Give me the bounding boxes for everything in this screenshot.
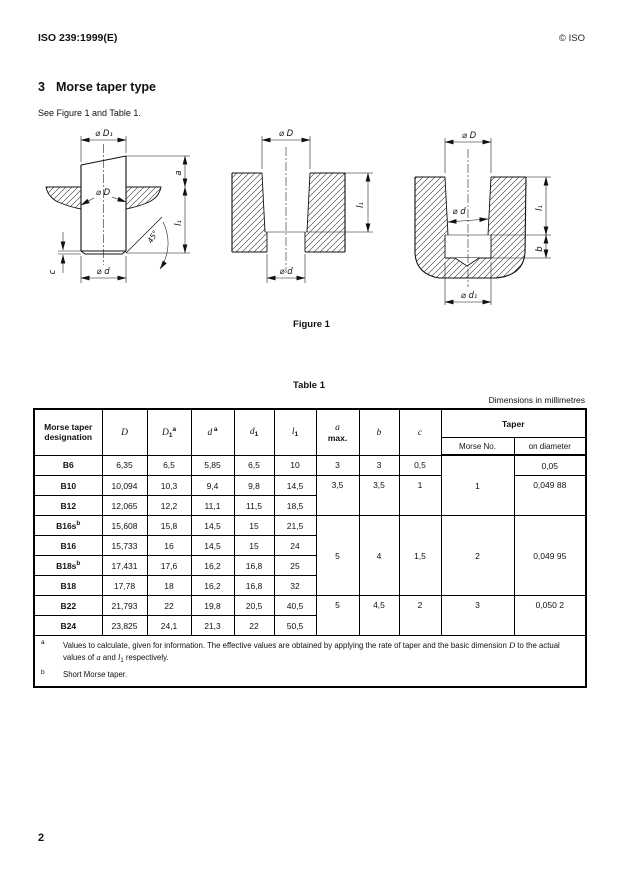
footnote-b-marker: b [41, 668, 45, 676]
table-cell: 3 [441, 596, 514, 636]
table-cell: 1 [399, 476, 441, 516]
table-cell: 4,5 [359, 596, 399, 636]
table-cell: 3 [359, 455, 399, 476]
col-header-morse-no: Morse No. [441, 438, 514, 456]
table-header [34, 409, 586, 455]
table-cell: 20,5 [234, 596, 274, 616]
table-1 [33, 408, 587, 688]
table-cell: 32 [274, 576, 316, 596]
table-cell: B12 [34, 496, 102, 516]
table-cell: 18,5 [274, 496, 316, 516]
page-header [38, 32, 585, 44]
table-cell: 1,5 [399, 516, 441, 596]
table-cell: 0,049 95 [514, 516, 586, 596]
label-c: c [48, 269, 58, 275]
table-cell: 3 [316, 455, 359, 476]
table-cell: 22 [234, 616, 274, 636]
table-cell: 0,050 2 [514, 596, 586, 636]
label-b: b [535, 246, 545, 252]
section-heading [38, 80, 585, 94]
units-note: Dimensions in millimetres [488, 395, 585, 405]
label-l1: l₁ [174, 220, 184, 226]
table-cell: 1 [441, 455, 514, 516]
table-cell: 16,8 [234, 576, 274, 596]
table-cell: B18 [34, 576, 102, 596]
table-cell: 23,825 [102, 616, 147, 636]
table-cell: B16 [34, 536, 102, 556]
table-cell: 10,3 [147, 476, 191, 496]
footnote-b [39, 670, 577, 681]
col-header-d: d $^a$ [191, 409, 234, 455]
table-cell: 40,5 [274, 596, 316, 616]
table-cell: 16,8 [234, 556, 274, 576]
label-phi-d-minor: ⌀ d [452, 207, 466, 217]
table-cell: B24 [34, 616, 102, 636]
table-cell: 6,5 [234, 455, 274, 476]
table-cell: B10 [34, 476, 102, 496]
table-cell: 16,2 [191, 556, 234, 576]
col-header-on-diameter: on diameter [514, 438, 586, 456]
table-cell: 5 [316, 516, 359, 596]
table-cell: 3,5 [359, 476, 399, 516]
col-header-D1: $D_1^a$ [147, 409, 191, 455]
table-cell: 6,5 [147, 455, 191, 476]
figure-1 [38, 125, 603, 310]
label-phi-d-gauge: ⌀ D [95, 188, 111, 198]
table-cell: 10 [274, 455, 316, 476]
table-cell: 5,85 [191, 455, 234, 476]
label-l1: l₁ [355, 202, 366, 208]
col-header-a-max: a max. [316, 409, 359, 455]
table-cell: 2 [441, 516, 514, 596]
table-cell: 25 [274, 556, 316, 576]
table-cell: 14,5 [191, 516, 234, 536]
table-footnotes [34, 636, 586, 688]
footnote-a-text: Values to calculate, given for information. The effective values are obtained by applying the rate of taper and the basic dimension D to the actual values of a and $l_1$ respectively. [63, 640, 560, 664]
table-cell: 9,8 [234, 476, 274, 496]
col-header-D: D [102, 409, 147, 455]
table-cell: 21,3 [191, 616, 234, 636]
table-cell: 12,065 [102, 496, 147, 516]
table-cell: 6,35 [102, 455, 147, 476]
label-45deg: 45° [145, 228, 161, 245]
table-cell: 16,2 [191, 576, 234, 596]
table-cell: 11,1 [191, 496, 234, 516]
table-cell: 15,8 [147, 516, 191, 536]
label-phi-d1: ⌀ d₁ [460, 291, 478, 301]
table-cell: 14,5 [191, 536, 234, 556]
label-phi-d-major: ⌀ D [278, 129, 293, 139]
table-cell: 21,5 [274, 516, 316, 536]
table-cell: 0,049 88 [514, 476, 586, 516]
table-row [34, 455, 586, 476]
copyright-notice: © ISO [558, 33, 585, 44]
table-cell: 9,4 [191, 476, 234, 496]
table-cell: 15 [234, 516, 274, 536]
table-body [34, 455, 586, 636]
table-cell: 3,5 [316, 476, 359, 516]
label-phi-d1-major: ⌀ D₁ [95, 129, 113, 139]
table-cell: 0,5 [399, 455, 441, 476]
table-cell: B6 [34, 455, 102, 476]
table-cell: 12,2 [147, 496, 191, 516]
table-cell: 11,5 [234, 496, 274, 516]
table-cell: 21,793 [102, 596, 147, 616]
page-number: 2 [38, 832, 45, 844]
col-header-designation: Morse taper designation [34, 409, 102, 455]
table-caption: Table 1 [292, 380, 326, 391]
table-cell: 24 [274, 536, 316, 556]
table-cell: 17,78 [102, 576, 147, 596]
drawing-socket-through [225, 125, 397, 305]
col-header-l1: $l_1$ [274, 409, 316, 455]
figure-caption: Figure 1 [293, 319, 330, 330]
table-cell: 15,733 [102, 536, 147, 556]
table-cell: 17,6 [147, 556, 191, 576]
col-header-b: b [359, 409, 399, 455]
section-title: Morse taper type [55, 80, 156, 94]
footnote-a-marker: a [41, 639, 45, 646]
table-cell: 24,1 [147, 616, 191, 636]
table-cell: 15,608 [102, 516, 147, 536]
table-cell: 50,5 [274, 616, 316, 636]
table-cell: $B16s^b$ [34, 516, 102, 536]
table-cell: 17,431 [102, 556, 147, 576]
col-header-d1: $d_1$ [234, 409, 274, 455]
table-cell: B22 [34, 596, 102, 616]
footnote-a [39, 640, 577, 665]
drawing-taper-shank [38, 125, 218, 305]
label-phi-d-minor: ⌀ d [96, 267, 110, 277]
section-number: 3 [38, 80, 45, 94]
footnote-b-text: Short Morse taper. [63, 669, 128, 679]
table-cell: 22 [147, 596, 191, 616]
table-cell: 0,05 [514, 455, 586, 476]
label-phi-d-major: ⌀ D [461, 131, 477, 141]
label-l1: l₁ [535, 205, 545, 211]
table-cell: 4 [359, 516, 399, 596]
col-header-c: c [399, 409, 441, 455]
table-cell: 19,8 [191, 596, 234, 616]
table-cell: 10,094 [102, 476, 147, 496]
table-row [34, 516, 586, 536]
table-cell: 14,5 [274, 476, 316, 496]
doc-reference: ISO 239:1999(E) [38, 32, 118, 44]
table-cell: 18 [147, 576, 191, 596]
table-cell: 15 [234, 536, 274, 556]
label-a: a [174, 170, 184, 176]
table-cell: 5 [316, 596, 359, 636]
intro-text: See Figure 1 and Table 1. [38, 108, 141, 118]
col-header-taper: Taper [441, 409, 586, 438]
table-cell: $B18s^b$ [34, 556, 102, 576]
table-cell: 16 [147, 536, 191, 556]
table-cell: 2 [399, 596, 441, 636]
drawing-socket-blind [403, 125, 603, 310]
label-phi-d-minor: ⌀ d [278, 267, 293, 277]
table-row [34, 596, 586, 616]
